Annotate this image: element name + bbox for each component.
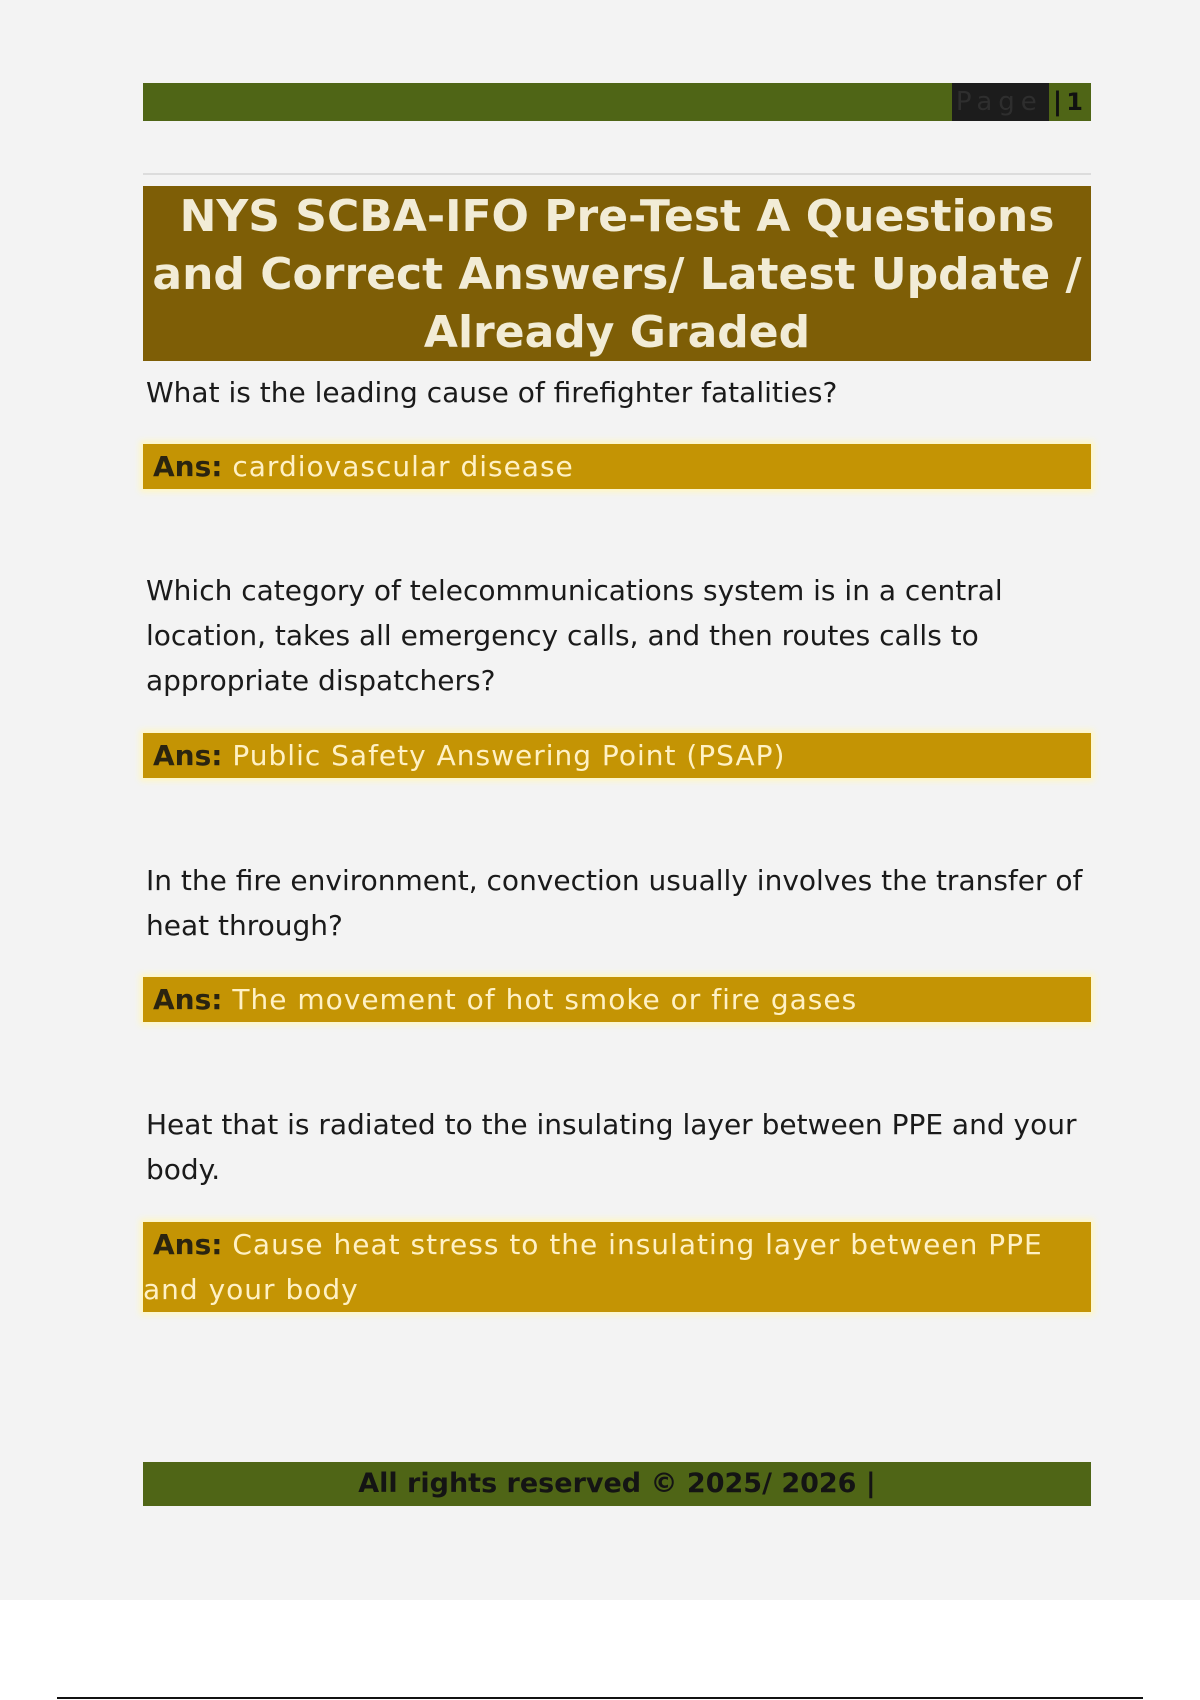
answer-text: cardiovascular disease — [232, 450, 574, 483]
answer-1 — [143, 444, 1091, 489]
answer-label: Ans: — [153, 1228, 223, 1261]
answer-label: Ans: — [153, 450, 223, 483]
bottom-rule — [57, 1697, 1143, 1699]
page-separator: | — [1052, 87, 1063, 117]
page-number: 1 — [1066, 88, 1083, 116]
question-3: In the fire environment, convection usually involves the transfer of heat through? — [146, 864, 1083, 942]
answer-2 — [143, 733, 1091, 778]
page-word: Page — [952, 83, 1049, 121]
question-4: Heat that is radiated to the insulating layer between PPE and your body. — [146, 1108, 1077, 1186]
answer-text: Public Safety Answering Point (PSAP) — [232, 739, 786, 772]
header-bar — [143, 83, 1091, 121]
answer-text: Cause heat stress to the insulating layer between PPE and your body — [143, 1228, 1043, 1306]
answer-3 — [143, 977, 1091, 1022]
question-1: What is the leading cause of firefighter fatalities? — [146, 376, 838, 409]
document-title: NYS SCBA-IFO Pre-Test A Questions and Correct Answers/ Latest Update / Already Graded — [143, 186, 1091, 361]
answer-label: Ans: — [153, 983, 223, 1016]
answer-text: The movement of hot smoke or fire gases — [232, 983, 858, 1016]
page-number-label — [952, 83, 1091, 121]
footer-bar — [143, 1462, 1091, 1506]
answer-label: Ans: — [153, 739, 223, 772]
divider — [143, 173, 1091, 175]
answer-4 — [143, 1222, 1091, 1312]
copyright-text: All rights reserved © 2025/ 2026 | — [358, 1468, 876, 1499]
question-2: Which category of telecommunications system is in a central location, takes all emergency calls, and then routes calls to appropriate dispatchers? — [146, 574, 1003, 697]
